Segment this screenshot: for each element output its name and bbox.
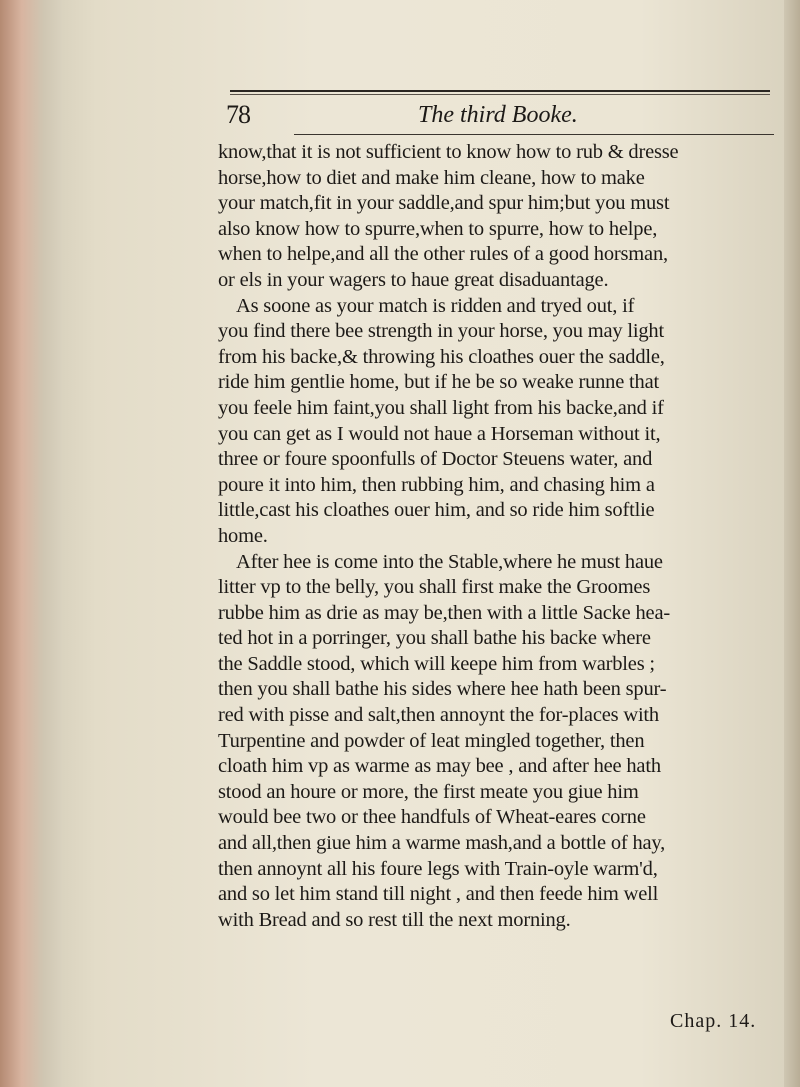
text-line: ride him gentlie home, but if he be so weake runne that	[218, 371, 660, 394]
text-line: also know how to spurre,when to spurre, how to helpe,	[218, 217, 658, 240]
text-line: ted hot in a porringer, you shall bathe his backe where	[218, 627, 651, 650]
text-line: three or foure spoonfulls of Doctor Steuens water, and	[218, 448, 653, 471]
text-line: when to helpe,and all the other rules of a good horsman,	[218, 243, 668, 266]
body-text	[218, 140, 778, 933]
text-line: from his backe,& throwing his cloathes ouer the saddle,	[218, 345, 665, 368]
text-line: litter vp to the belly, you shall first make the Groomes	[218, 576, 651, 599]
text-line: After hee is come into the Stable,where he must haue	[236, 550, 663, 573]
text-line: poure it into him, then rubbing him, and chasing him a	[218, 473, 655, 496]
text-line: and so let him stand till night , and then feede him well	[218, 883, 659, 906]
text-line: horse,how to diet and make him cleane, how to make	[218, 166, 645, 189]
text-line: you can get as I would not haue a Horseman without it,	[218, 422, 661, 445]
text-line: you feele him faint,you shall light from his backe,and if	[218, 396, 664, 419]
text-line: the Saddle stood, which will keepe him from warbles ;	[218, 652, 655, 675]
text-line: Turpentine and powder of leat mingled together, then	[218, 729, 645, 752]
page-number: 78	[226, 100, 250, 129]
text-line: little,cast his cloathes ouer him, and so ride him softlie	[218, 499, 655, 522]
text-line: would bee two or thee handfuls of Wheat-eares corne	[218, 806, 646, 829]
text-line: with Bread and so rest till the next morning.	[218, 908, 571, 931]
text-line: or els in your wagers to haue great disaduantage.	[218, 268, 609, 291]
text-line: As soone as your match is ridden and tryed out, if	[236, 294, 635, 317]
running-title: The third Booke.	[418, 102, 578, 128]
text-line: then you shall bathe his sides where hee hath been spur-	[218, 678, 667, 701]
book-binding-edge	[0, 0, 62, 1087]
header-rule	[230, 90, 770, 92]
header-rule-thin	[230, 94, 770, 95]
text-line: you find there bee strength in your horse, you may light	[218, 320, 664, 343]
text-line: then annoynt all his foure legs with Train-oyle warm'd,	[218, 857, 658, 880]
text-line: rubbe him as drie as may be,then with a little Sacke hea-	[218, 601, 670, 624]
catchword: Chap. 14.	[670, 1010, 757, 1032]
page-edge-right	[784, 0, 800, 1087]
text-line: know,that it is not sufficient to know how to rub & dresse	[218, 141, 679, 163]
text-line: red with pisse and salt,then annoynt the for-places with	[218, 704, 659, 727]
text-line: and all,then giue him a warme mash,and a bottle of hay,	[218, 832, 666, 855]
text-line: cloath him vp as warme as may bee , and after hee hath	[218, 755, 661, 778]
text-line: your match,fit in your saddle,and spur him;but you must	[218, 192, 670, 215]
title-underline	[294, 134, 774, 135]
text-line: stood an houre or more, the first meate you giue him	[218, 780, 639, 803]
text-line: home.	[218, 524, 268, 547]
book-page	[218, 90, 778, 1070]
